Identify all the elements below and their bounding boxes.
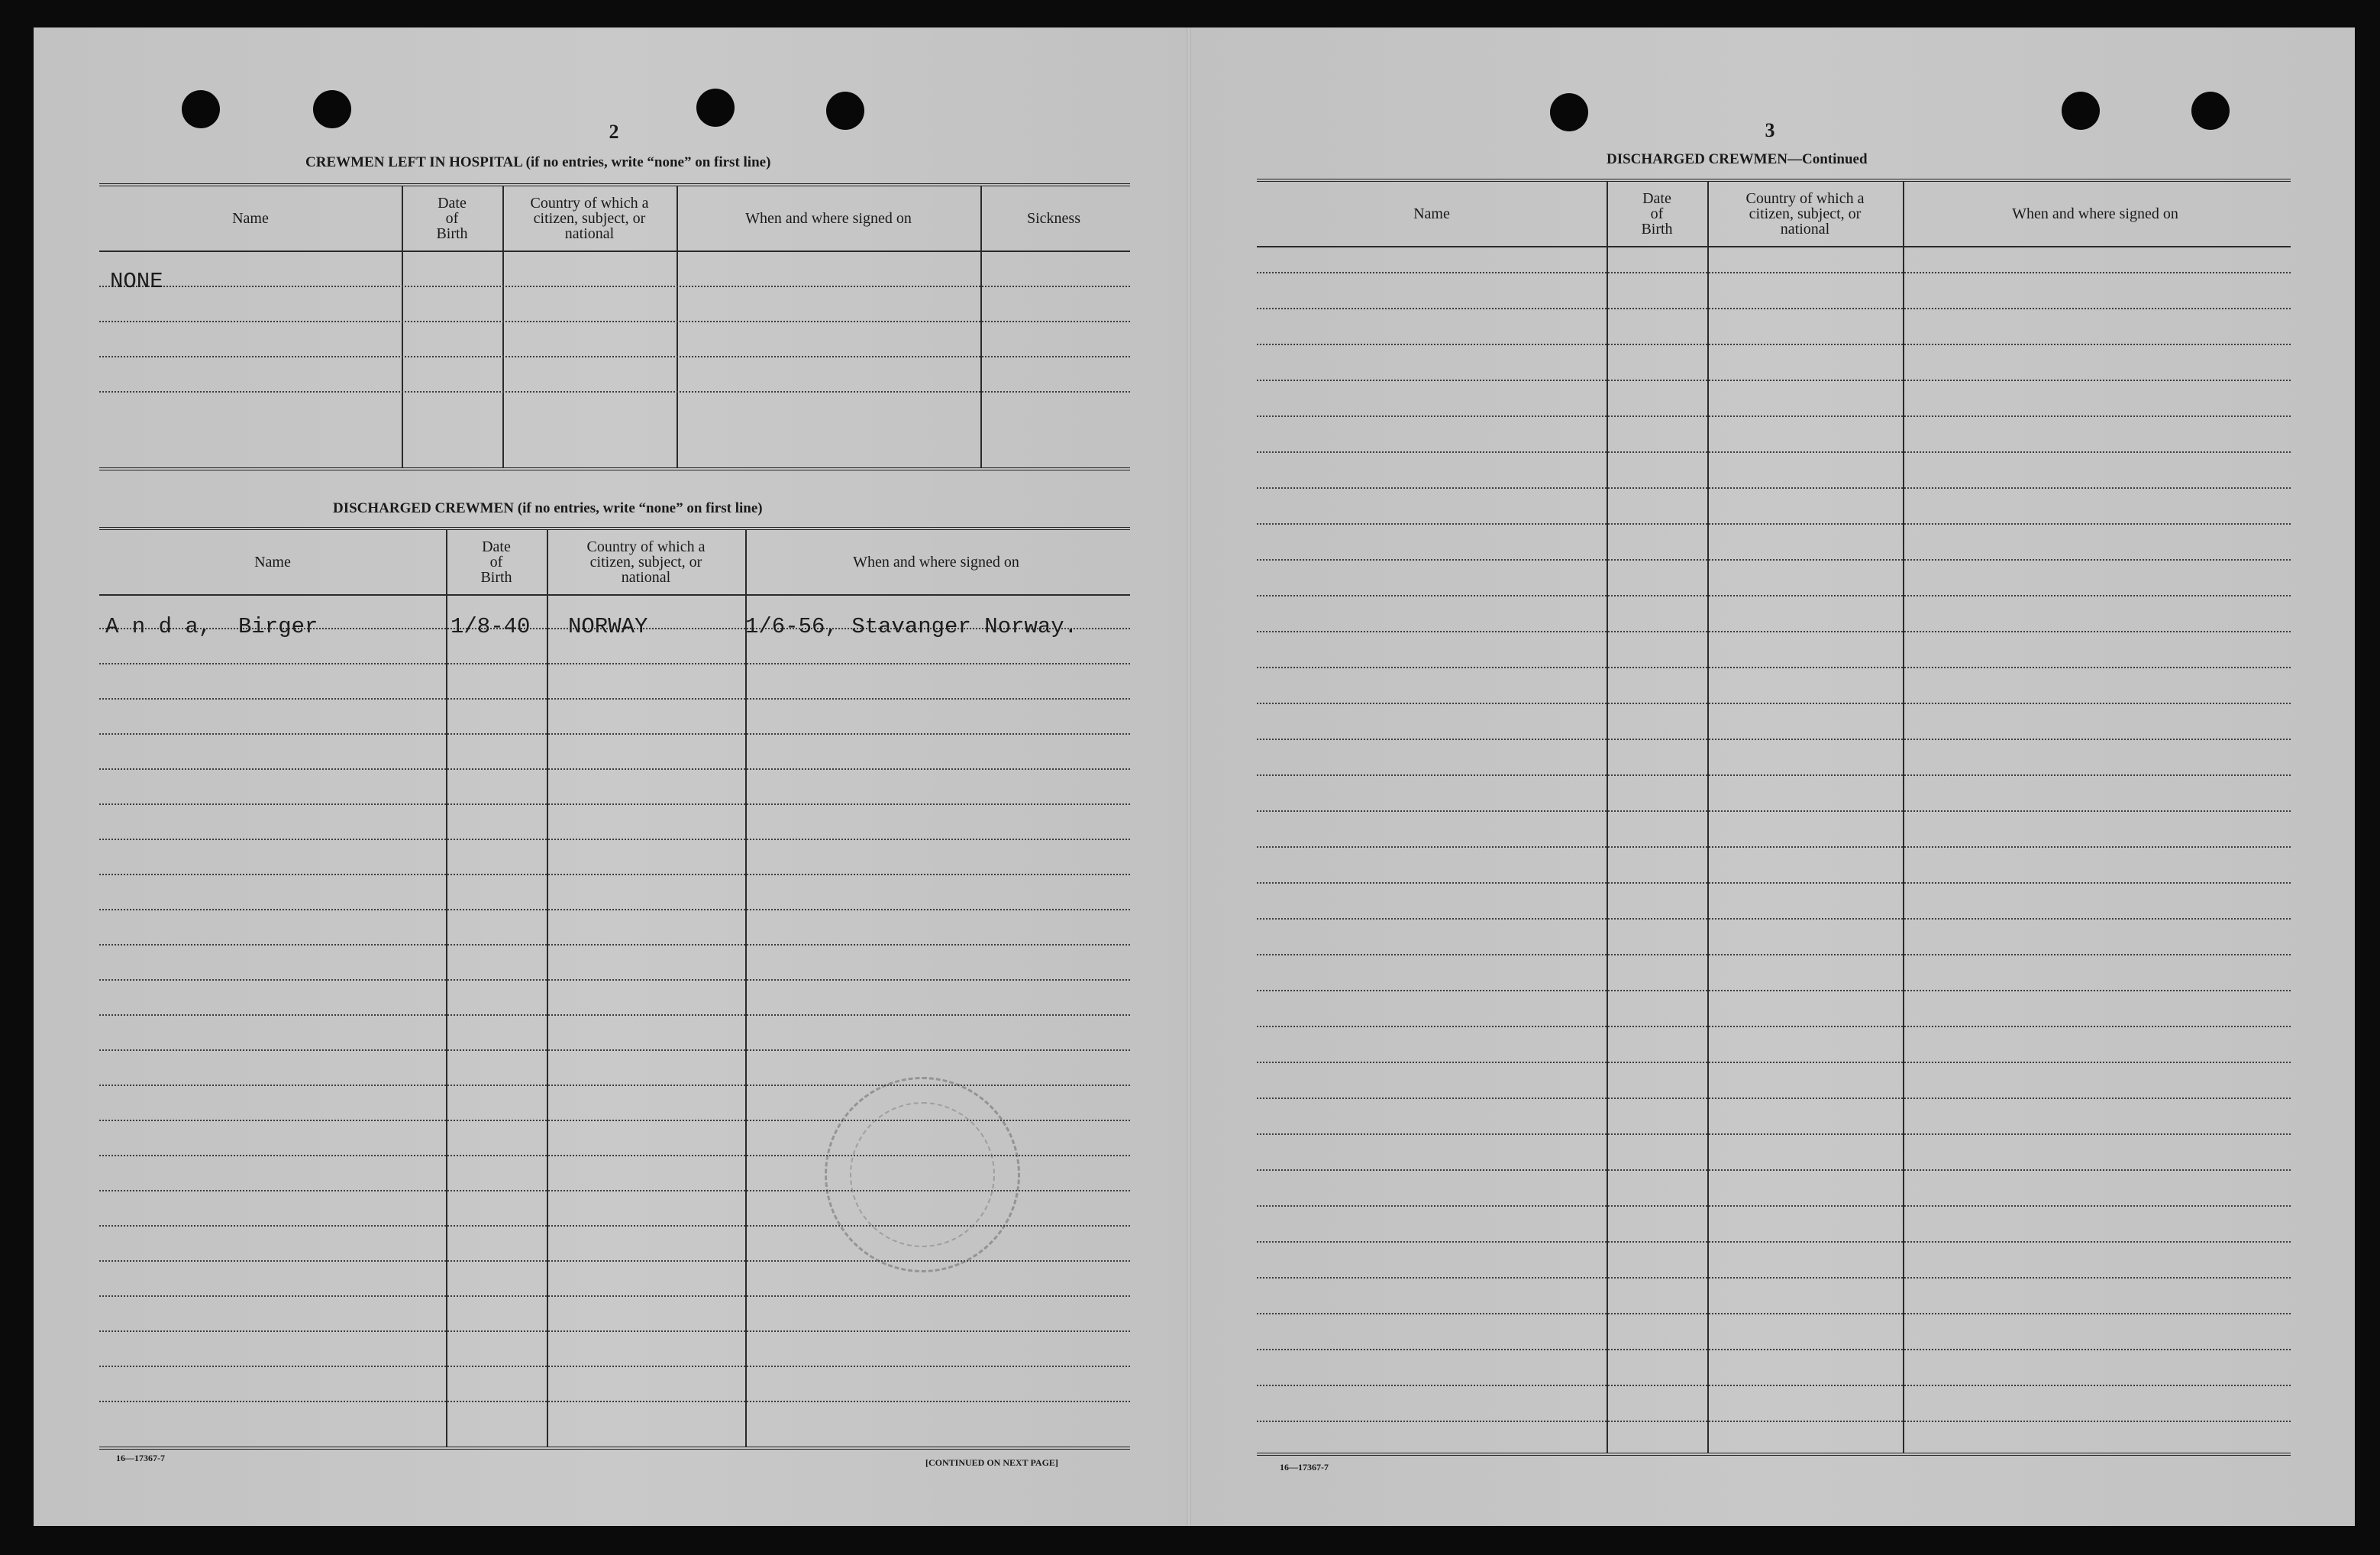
entry-line [99, 874, 1130, 875]
entry-line [99, 733, 1130, 735]
entry-line [99, 663, 1130, 664]
column-header: Country of which a citizen, subject, or national [586, 538, 706, 586]
discharged-table [99, 527, 1130, 1450]
entry-line [99, 1295, 1130, 1297]
column-divider [745, 530, 747, 1447]
entry-line [1257, 1421, 2291, 1422]
form-number-right: 16—17367-7 [1280, 1462, 1329, 1473]
column-header: Name [254, 554, 291, 571]
hospital-table [99, 183, 1130, 470]
page-number-left: 2 [609, 121, 619, 143]
entry-line [99, 944, 1130, 946]
entry-line [99, 286, 1130, 287]
entry-line [1257, 1169, 2291, 1171]
entry-line [1257, 1205, 2291, 1207]
entry-line [99, 321, 1130, 322]
entry-line [99, 1014, 1130, 1016]
entry-line [99, 1155, 1130, 1156]
entry-line [1257, 846, 2291, 848]
column-divider [1607, 182, 1608, 1453]
entry-line [99, 391, 1130, 393]
entry-line [1257, 487, 2291, 489]
entry-line [1257, 1277, 2291, 1279]
typed-entry-signed-on: 1/6-56, Stavanger Norway. [745, 614, 1078, 639]
entry-line [1257, 882, 2291, 884]
entry-line [99, 356, 1130, 357]
entry-line [99, 803, 1130, 805]
entry-line [99, 839, 1130, 840]
entry-line [1257, 1062, 2291, 1063]
entry-line [1257, 308, 2291, 309]
entry-line [1257, 415, 2291, 417]
entry-line [99, 698, 1130, 700]
entry-line [99, 768, 1130, 770]
entry-line [99, 1049, 1130, 1051]
discharged-continued-title: DISCHARGED CREWMEN—Continued [1607, 151, 1868, 167]
entry-line [99, 1085, 1130, 1086]
header-rule [99, 251, 1130, 252]
entry-line [1257, 380, 2291, 381]
entry-line [99, 1190, 1130, 1191]
entry-line [1257, 1349, 2291, 1350]
entry-line [1257, 344, 2291, 345]
entry-line [1257, 1313, 2291, 1314]
column-header: Name [1413, 205, 1450, 222]
entry-line [99, 1120, 1130, 1121]
column-divider [547, 530, 548, 1447]
typed-entry-name: NONE [110, 269, 163, 294]
entry-line [1257, 918, 2291, 920]
entry-line [1257, 703, 2291, 704]
entry-line [1257, 810, 2291, 812]
entry-line [1257, 523, 2291, 525]
column-header: Date of Birth [436, 195, 468, 242]
column-header: Sickness [1027, 210, 1080, 227]
typed-entry-name: A n d a, Birger [105, 614, 318, 639]
entry-line [1257, 739, 2291, 740]
entry-line [1257, 451, 2291, 453]
entry-line [99, 1401, 1130, 1402]
entry-line [1257, 667, 2291, 668]
page-fold [1187, 27, 1191, 1526]
column-header: Country of which a citizen, subject, or national [1745, 190, 1865, 238]
column-divider [1707, 182, 1709, 1453]
entry-line [1257, 774, 2291, 776]
punch-hole [826, 92, 864, 130]
entry-line [99, 1366, 1130, 1367]
page-number-right: 3 [1765, 119, 1775, 141]
punch-hole [2062, 92, 2100, 130]
continued-note: [CONTINUED ON NEXT PAGE] [925, 1457, 1058, 1468]
entry-line [99, 1330, 1130, 1332]
column-header: When and where signed on [2012, 205, 2178, 222]
column-header: Country of which a citizen, subject, or national [530, 195, 649, 242]
entry-line [1257, 1098, 2291, 1099]
column-divider [1903, 182, 1904, 1453]
punch-hole [313, 90, 351, 128]
column-header: Date of Birth [1641, 190, 1673, 238]
header-rule [99, 594, 1130, 596]
discharged-continued-table [1257, 179, 2291, 1456]
entry-line [1257, 559, 2291, 561]
entry-line [99, 909, 1130, 910]
entry-line [99, 1225, 1130, 1227]
entry-line [1257, 272, 2291, 273]
punch-hole [2191, 92, 2230, 130]
hospital-section-title: CREWMEN LEFT IN HOSPITAL (if no entries, write “none” on first line) [305, 154, 771, 170]
column-header: When and where signed on [853, 554, 1019, 571]
typed-entry-dob: 1/8-40 [450, 614, 531, 639]
column-header: Name [232, 210, 269, 227]
entry-line [1257, 595, 2291, 596]
entry-line [1257, 1026, 2291, 1027]
entry-line [1257, 1133, 2291, 1135]
discharged-section-title: DISCHARGED CREWMEN (if no entries, write “none” on first line) [333, 500, 763, 516]
form-number-left: 16—17367-7 [116, 1453, 165, 1463]
entry-line [99, 979, 1130, 981]
entry-line [1257, 1241, 2291, 1243]
entry-line [1257, 990, 2291, 991]
header-rule [1257, 246, 2291, 247]
punch-hole [182, 90, 220, 128]
punch-hole [1550, 93, 1588, 131]
typed-entry-country: NORWAY [568, 614, 648, 639]
column-divider [446, 530, 447, 1447]
entry-line [99, 1260, 1130, 1262]
punch-hole [696, 89, 735, 127]
entry-line [1257, 954, 2291, 955]
entry-line [1257, 631, 2291, 632]
entry-line [1257, 1385, 2291, 1386]
column-header: When and where signed on [745, 210, 912, 227]
column-header: Date of Birth [480, 538, 512, 586]
